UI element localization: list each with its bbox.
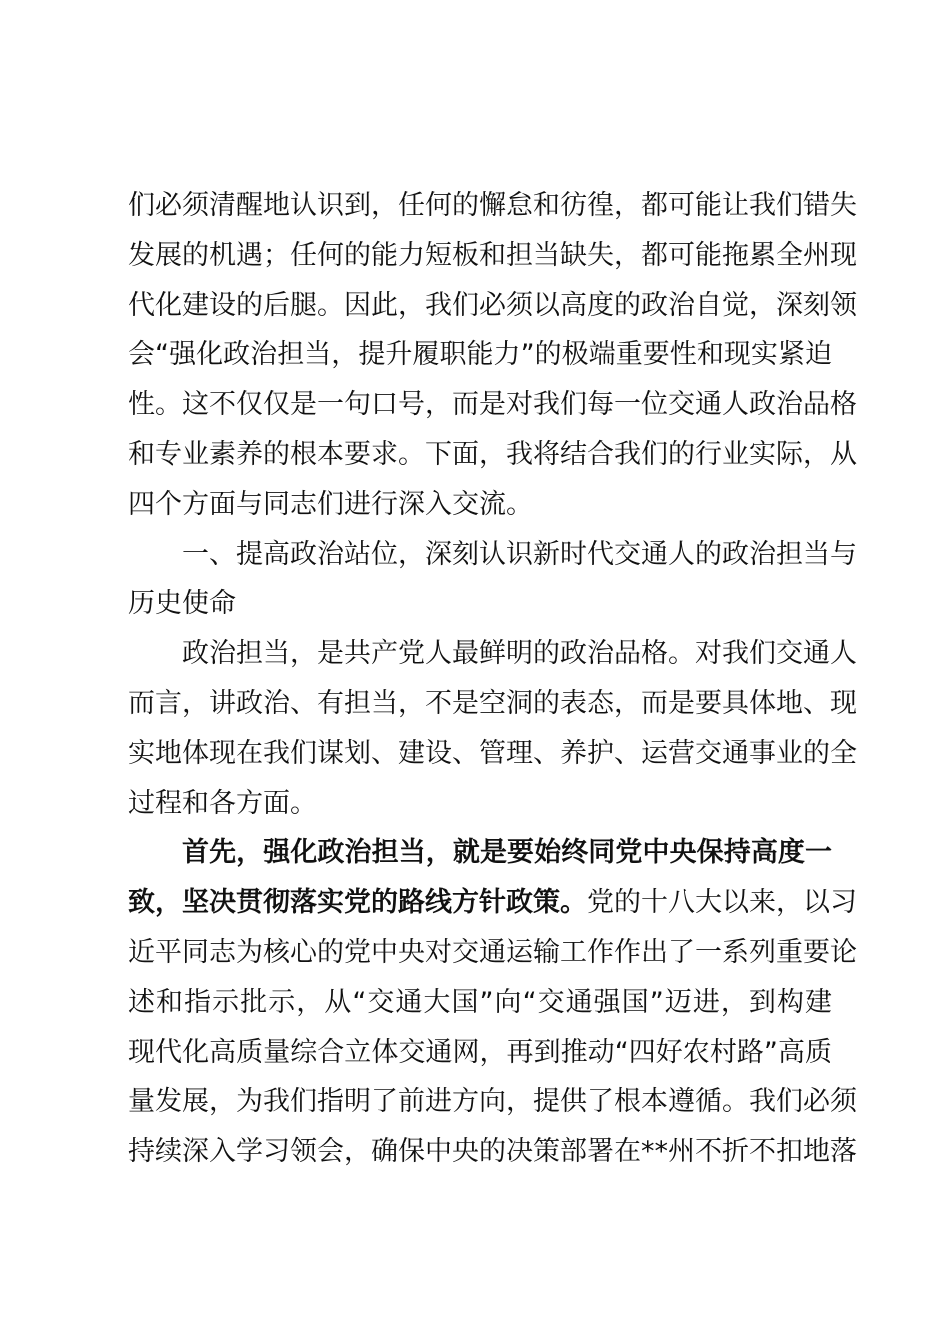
text-line — [128, 828, 832, 878]
text-line — [128, 878, 857, 928]
text-line: 现代化高质量综合立体交通网，再到推动“四好农村路”高质 — [128, 1036, 832, 1068]
text-line: 政治担当，是共产党人最鲜明的政治品格。对我们交通人 — [182, 638, 857, 670]
heading-line: 历史使命 — [128, 588, 236, 620]
text-line: 代化建设的后腿。因此，我们必须以高度的政治自觉，深刻领 — [128, 289, 857, 321]
paragraph-first-point — [128, 828, 857, 1177]
document-body — [128, 181, 857, 1177]
text-line: 和专业素养的根本要求。下面，我将结合我们的行业实际，从 — [128, 438, 857, 470]
text-line: 述和指示批示，从“交通大国”向“交通强国”迈进，到构建 — [128, 986, 832, 1018]
section-heading-1 — [128, 530, 857, 630]
text-line: 过程和各方面。 — [128, 787, 317, 819]
text-line: 持续深入学习领会，确保中央的决策部署在**州不折不扣地落 — [128, 1136, 857, 1168]
text-line: 实地体现在我们谋划、建设、管理、养护、运营交通事业的全 — [128, 737, 857, 769]
paragraph-political-responsibility — [128, 629, 857, 828]
heading-line: 一、提高政治站位，深刻认识新时代交通人的政治担当与 — [182, 538, 857, 570]
bold-lead-sentence: 致，坚决贯彻落实党的路线方针政策。 — [128, 887, 587, 919]
text-line: 量发展，为我们指明了前进方向，提供了根本遵循。我们必须 — [128, 1086, 857, 1118]
body-text: 党的十八大以来，以习 — [587, 887, 857, 919]
text-line: 会“强化政治担当，提升履职能力”的极端重要性和现实紧迫 — [128, 339, 832, 371]
text-line: 四个方面与同志们进行深入交流。 — [128, 488, 533, 520]
paragraph-intro-continuation — [128, 181, 857, 530]
text-line: 而言，讲政治、有担当，不是空洞的表态，而是要具体地、现 — [128, 687, 857, 719]
text-line: 性。这不仅仅是一句口号，而是对我们每一位交通人政治品格 — [128, 389, 857, 421]
text-line: 近平同志为核心的党中央对交通运输工作作出了一系列重要论 — [128, 936, 857, 968]
text-line: 们必须清醒地认识到，任何的懈怠和彷徨，都可能让我们错失 — [128, 190, 857, 221]
text-line: 发展的机遇；任何的能力短板和担当缺失，都可能拖累全州现 — [128, 239, 857, 271]
bold-lead-sentence: 首先，强化政治担当，就是要始终同党中央保持高度一 — [182, 837, 832, 869]
